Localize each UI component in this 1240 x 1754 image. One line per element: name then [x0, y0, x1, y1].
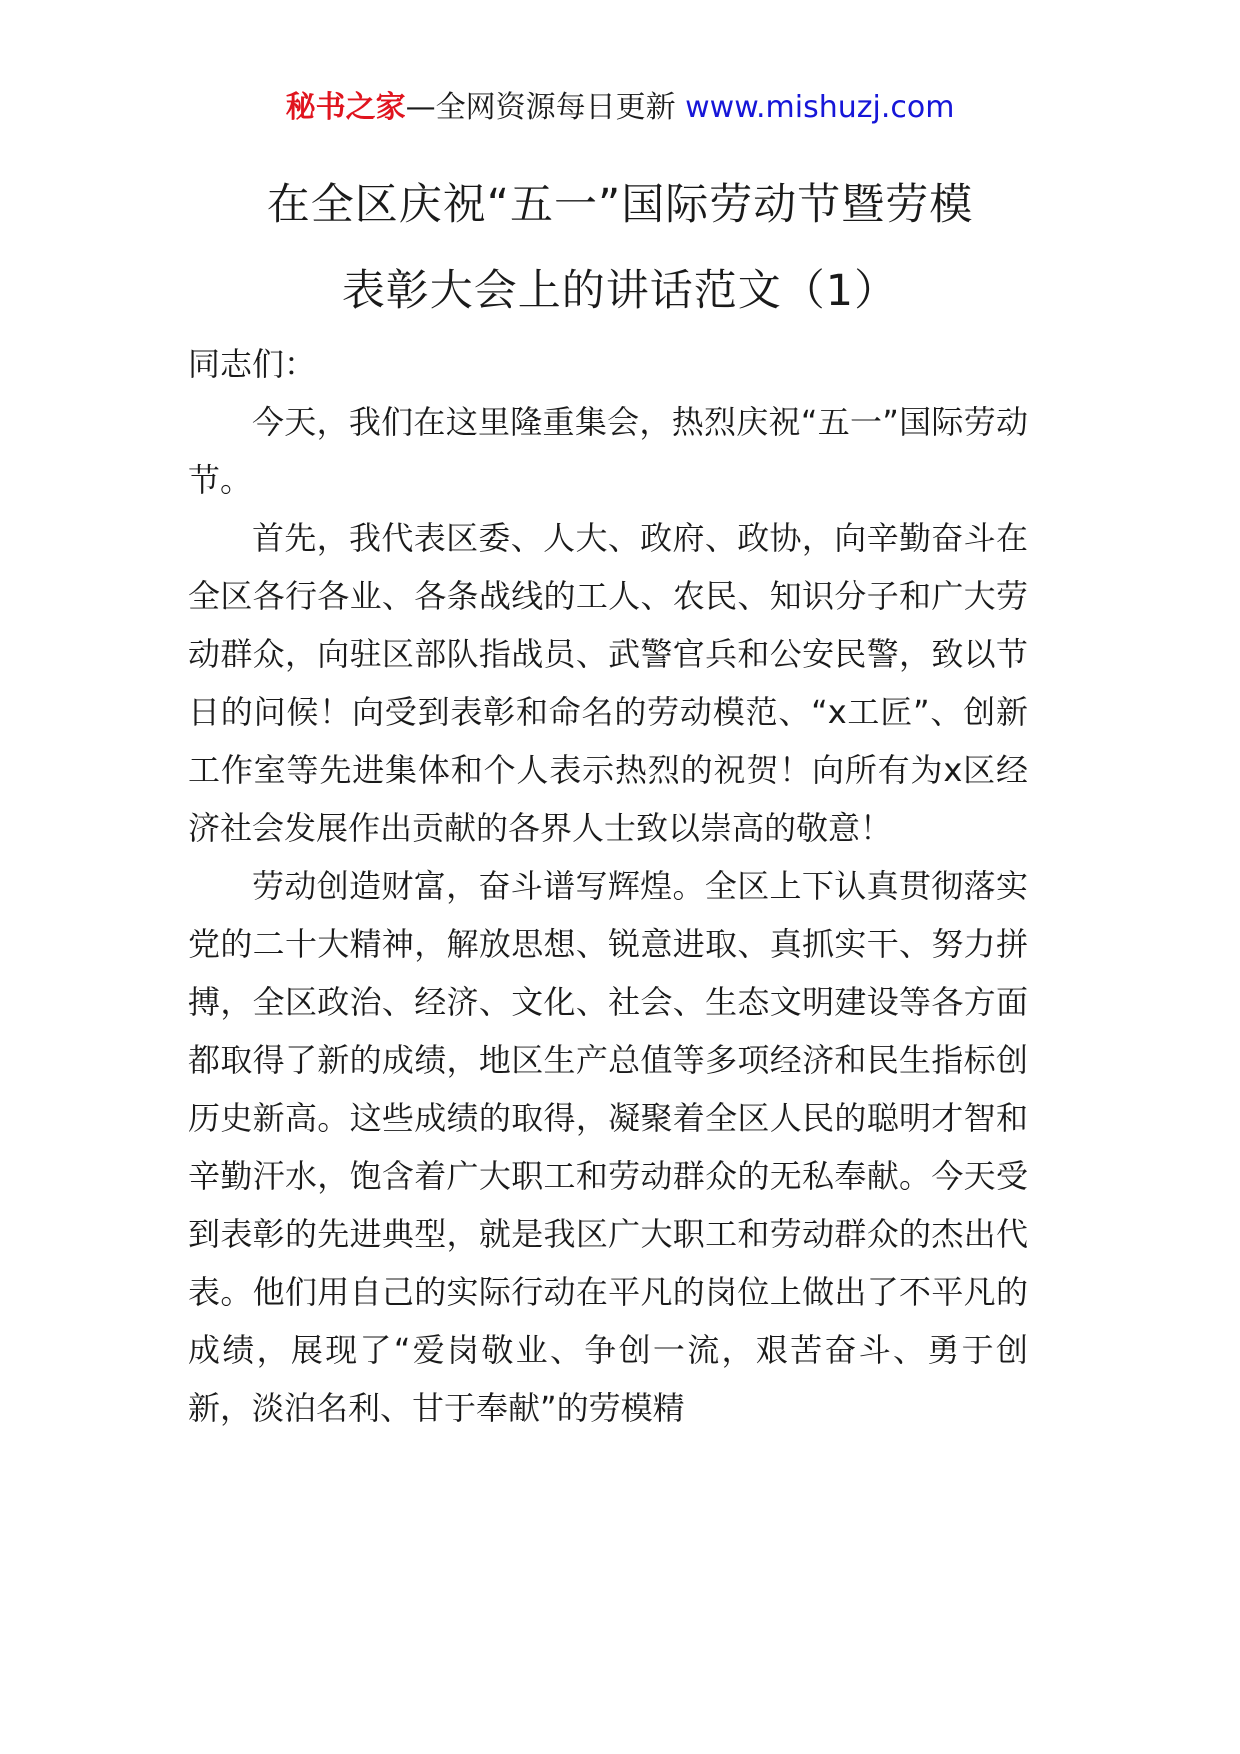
document-body — [188, 335, 1028, 1437]
document-title — [188, 162, 1052, 334]
paragraph-1: 今天，我们在这里隆重集会，热烈庆祝“五一”国际劳动节。 — [188, 403, 1028, 499]
title-line-1: 在全区庆祝“五一”国际劳动节暨劳模 — [266, 180, 974, 230]
site-brand: 秘书之家 — [285, 90, 406, 125]
site-url-link[interactable]: www.mishuzj.com — [685, 90, 955, 125]
site-header — [0, 86, 1240, 130]
site-tagline: —全网资源每日更新 — [405, 90, 686, 125]
salutation: 同志们： — [188, 345, 317, 383]
paragraph-2: 首先，我代表区委、人大、政府、政协，向辛勤奋斗在全区各行各业、各条战线的工人、农民、知识分子和广大劳动群众，向驻区部队指战员、武警官兵和公安民警，致以节日的问候！向受到表彰和命名的劳动模范、“x工匠”、创新工作室等先进集体和个人表示热烈的祝贺！向所有为x区经济社会发展作出贡献的各界人士致以崇高的敬意！ — [188, 519, 1028, 847]
title-line-2: 表彰大会上的讲话范文（1） — [341, 266, 899, 316]
paragraph-3: 劳动创造财富，奋斗谱写辉煌。全区上下认真贯彻落实党的二十大精神，解放思想、锐意进取、真抓实干、努力拼搏，全区政治、经济、文化、社会、生态文明建设等各方面都取得了新的成绩，地区生产总值等多项经济和民生指标创历史新高。这些成绩的取得，凝聚着全区人民的聪明才智和辛勤汗水，饱含着广大职工和劳动群众的无私奉献。今天受到表彰的先进典型，就是我区广大职工和劳动群众的杰出代表。他们用自己的实际行动在平凡的岗位上做出了不平凡的成绩，展现了“爱岗敬业、争创一流，艰苦奋斗、勇于创新，淡泊名利、甘于奉献”的劳模精 — [188, 867, 1028, 1427]
